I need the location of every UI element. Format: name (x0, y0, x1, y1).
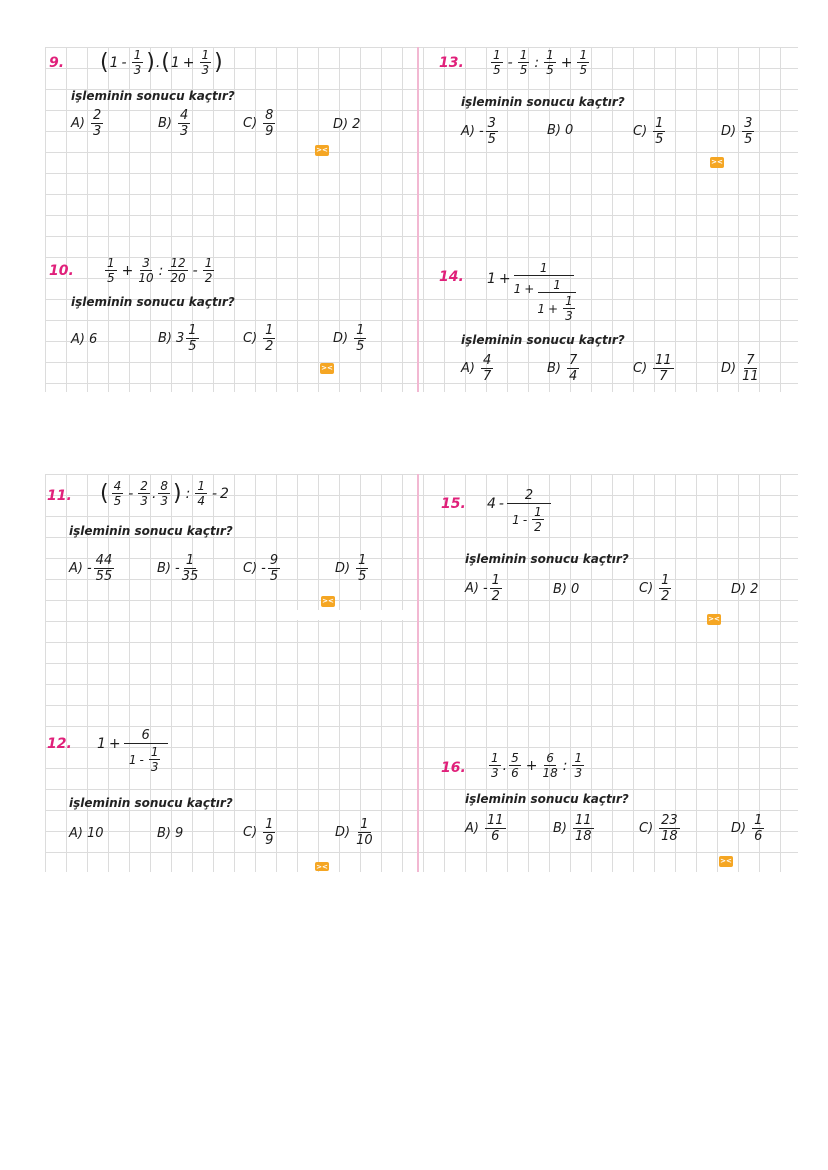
question-prompt: işleminin sonucu kaçtır? (465, 792, 629, 806)
option-b[interactable]: B) $\frac{11}{18}$ (553, 813, 592, 844)
option-d[interactable]: D) $\frac{1}{10}$ (335, 817, 373, 848)
option-a[interactable]: A) - $\frac{44}{55}$ (69, 553, 113, 584)
question-prompt: işleminin sonucu kaçtır? (69, 796, 233, 810)
option-a[interactable]: A) 6 (71, 332, 98, 347)
question-number: 14. (439, 269, 464, 285)
question-number: 15. (441, 496, 466, 512)
page-gap (295, 610, 405, 620)
option-b[interactable]: B) 0 (553, 582, 580, 597)
answer-badge-icon[interactable]: >< (316, 146, 328, 154)
option-c[interactable]: C) $\frac{8}{9}$ (243, 108, 274, 139)
column-divider (417, 47, 419, 392)
question-number: 12. (47, 736, 72, 752)
q9-expression: ( 1 - $\frac{1}{3}$ ) . ( 1 + $\frac{1}{3}$ ) (100, 48, 223, 77)
answer-badge-icon[interactable]: >< (321, 364, 333, 372)
option-c[interactable]: C) $\frac{1}{2}$ (243, 323, 274, 354)
q16-expression: $\frac{1}{3}$ . $\frac{5}{6}$ + $\frac{6}{18}$ : $\frac{1}{3}$ (491, 751, 583, 780)
question-prompt: işleminin sonucu kaçtır? (71, 295, 235, 309)
question-number: 10. (49, 263, 74, 279)
q11-expression: ( $\frac{4}{5}$ - $\frac{2}{3}$ . $\frac{8}{3}$ ) : $\frac{1}{4}$ - 2 (100, 479, 229, 508)
option-c[interactable]: C) $\frac{23}{18}$ (639, 813, 678, 844)
option-b[interactable]: B) 3 $\frac{1}{5}$ (158, 323, 197, 354)
answer-badge-icon[interactable]: >< (720, 857, 732, 865)
option-c[interactable]: C) $\frac{11}{7}$ (633, 353, 672, 384)
option-a[interactable]: A) $\frac{11}{6}$ (465, 813, 504, 844)
answer-badge-icon[interactable]: >< (708, 615, 720, 623)
option-c[interactable]: C) $\frac{1}{5}$ (633, 116, 664, 147)
answer-badge-icon[interactable]: >< (322, 597, 334, 605)
question-prompt: işleminin sonucu kaçtır? (461, 333, 625, 347)
question-number: 13. (439, 55, 464, 71)
option-c[interactable]: C) - $\frac{9}{5}$ (243, 553, 279, 584)
option-d[interactable]: D) 2 (731, 582, 759, 597)
option-b[interactable]: B) 0 (547, 123, 574, 138)
option-b[interactable]: B) 9 (157, 826, 184, 841)
option-a[interactable]: A) 10 (69, 826, 104, 841)
question-number: 9. (49, 55, 65, 71)
worksheet-top (45, 47, 798, 392)
option-c[interactable]: C) $\frac{1}{9}$ (243, 817, 274, 848)
question-number: 16. (441, 760, 466, 776)
question-number: 11. (47, 488, 72, 504)
option-a[interactable]: A) - $\frac{1}{2}$ (465, 573, 500, 604)
option-d[interactable]: D) $\frac{3}{5}$ (721, 116, 753, 147)
answer-badge-icon[interactable]: >< (316, 863, 328, 871)
option-d[interactable]: D) $\frac{1}{5}$ (335, 553, 367, 584)
option-a[interactable]: A) $\frac{4}{7}$ (461, 353, 492, 384)
q10-expression: $\frac{1}{5}$ + $\frac{3}{10}$ : $\frac{12}{20}$ - $\frac{1}{2}$ (107, 256, 213, 285)
worksheet-bottom (45, 474, 798, 872)
answer-badge-icon[interactable]: >< (711, 158, 723, 166)
option-d[interactable]: D) $\frac{7}{11}$ (721, 353, 759, 384)
option-b[interactable]: B) - $\frac{1}{35}$ (157, 553, 199, 584)
question-prompt: işleminin sonucu kaçtır? (461, 95, 625, 109)
q13-expression: $\frac{1}{5}$ - $\frac{1}{5}$ : $\frac{1}{5}$ + $\frac{1}{5}$ (493, 48, 588, 77)
q12-expression: 1 + 6 1 - $\frac{1}{3}$ (97, 728, 168, 773)
option-a[interactable]: A) - $\frac{3}{5}$ (461, 116, 496, 147)
option-d[interactable]: D) $\frac{1}{5}$ (333, 323, 365, 354)
option-b[interactable]: B) $\frac{7}{4}$ (547, 353, 578, 384)
q14-expression: 1 + 1 1 + 1 1 + $\frac{1}{3}$ (487, 261, 577, 322)
option-d[interactable]: D) $\frac{1}{6}$ (731, 813, 763, 844)
option-a[interactable]: A) $\frac{2}{3}$ (71, 108, 102, 139)
column-divider (417, 474, 419, 872)
question-prompt: işleminin sonucu kaçtır? (71, 89, 235, 103)
q15-expression: 4 - 2 1 - $\frac{1}{2}$ (487, 488, 551, 533)
question-prompt: işleminin sonucu kaçtır? (465, 552, 629, 566)
option-c[interactable]: C) $\frac{1}{2}$ (639, 573, 670, 604)
option-b[interactable]: B) $\frac{4}{3}$ (158, 108, 189, 139)
option-d[interactable]: D) 2 (333, 117, 361, 132)
question-prompt: işleminin sonucu kaçtır? (69, 524, 233, 538)
